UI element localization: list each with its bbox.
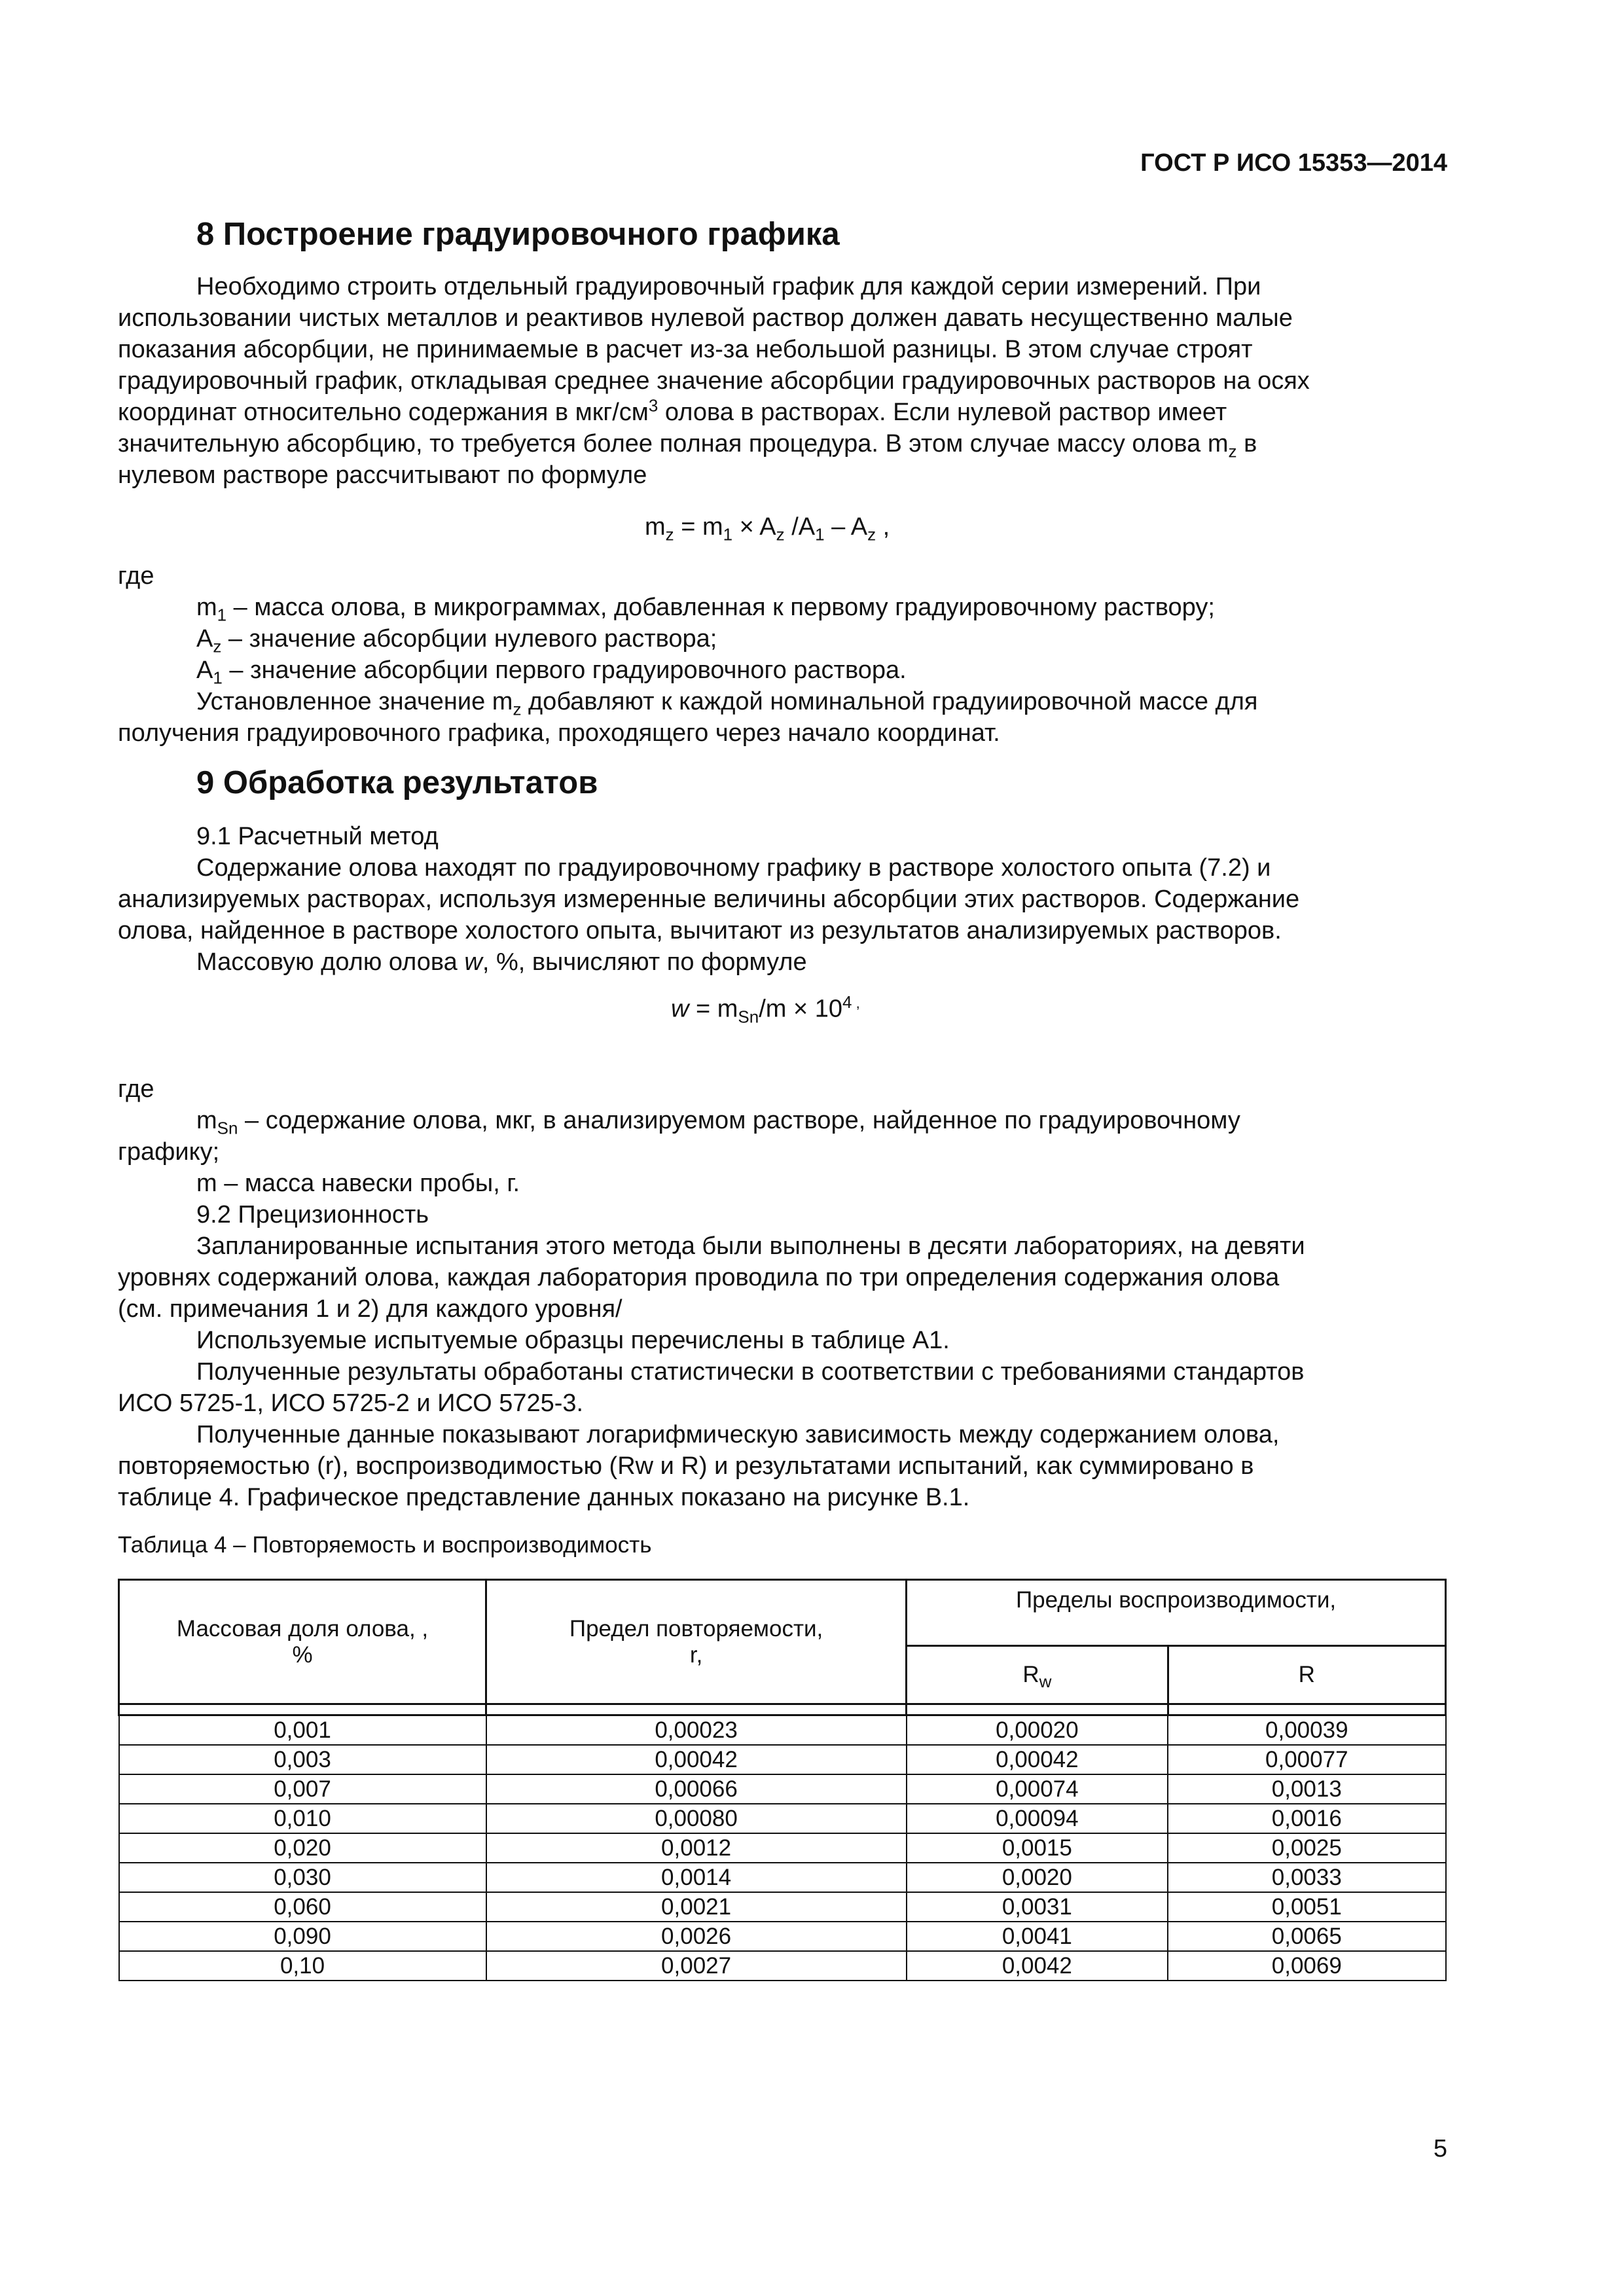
definition-m: m – масса навески пробы, г. bbox=[196, 1170, 520, 1197]
text-line: Необходимо строить отдельный градуировочный график для каждой серии измерений. При bbox=[196, 273, 1261, 300]
column-header-rw: $R_w$ bbox=[907, 1646, 1168, 1704]
text-line: показания абсорбции, не принимаемые в расчет из-за небольшой разницы. В этом случае строят bbox=[118, 336, 1253, 363]
column-header-reproducibility: Пределы воспроизводимости, bbox=[907, 1580, 1446, 1646]
section-9-paragraphs bbox=[118, 821, 1466, 978]
definition-m1: $m_1$ – масса олова, в микрограммах, добавленная к первому градуировочному раствору; bbox=[196, 594, 1215, 625]
table-row: 0,007 0,00066 0,00074 0,0013 bbox=[119, 1774, 1446, 1804]
text-line: координат относительно содержания в мкг/$см^3$ олова в растворах. Если нулевой раствор имеет bbox=[118, 395, 1227, 426]
definition-msn: $m_{Sn}$ – содержание олова, мкг, в анализируемом растворе, найденное по градуировочному bbox=[196, 1107, 1240, 1138]
table-caption: Таблица 4 – Повторяемость и воспроизводимость bbox=[118, 1532, 652, 1558]
text-line: Запланированные испытания этого метода были выполнены в десяти лабораториях, на девяти bbox=[196, 1232, 1305, 1260]
column-header-r: R bbox=[1168, 1646, 1445, 1704]
text-line: использовании чистых металлов и реактивов нулевой раствор должен давать несущественно малые bbox=[118, 304, 1293, 332]
table-row: 0,090 0,0026 0,0041 0,0065 bbox=[119, 1922, 1446, 1951]
text-line: таблице 4. Графическое представление данных показано на рисунке В.1. bbox=[118, 1484, 970, 1511]
table-row: 0,060 0,0021 0,0031 0,0051 bbox=[119, 1892, 1446, 1922]
table-row: 0,003 0,00042 0,00042 0,00077 bbox=[119, 1745, 1446, 1774]
section-8-title: 8 Построение градуировочного графика bbox=[196, 217, 840, 252]
text-line: Содержание олова находят по градуировочному графику в растворе холостого опыта (7.2) и bbox=[196, 854, 1271, 882]
table-row: 0,001 0,00023 0,00020 0,00039 bbox=[119, 1715, 1446, 1746]
table-4 bbox=[118, 1579, 1447, 1981]
definition-az: $A_z$ – значение абсорбции нулевого раствора; bbox=[196, 625, 717, 656]
text-line: анализируемых растворах, используя измеренные величины абсорбции этих растворов. Содержание bbox=[118, 886, 1300, 913]
text-line: Полученные результаты обработаны статистически в соответствии с требованиями стандартов bbox=[196, 1358, 1305, 1386]
text-line: Используемые испытуемые образцы перечислены в таблице А1. bbox=[196, 1327, 950, 1354]
text-line: уровнях содержаний олова, каждая лаборатория проводила по три определения содержания олова bbox=[118, 1264, 1280, 1291]
where-label: где bbox=[118, 562, 154, 590]
column-header-repeatability: Предел повторяемости, r, bbox=[486, 1580, 907, 1704]
subsection-9-2: 9.2 Прецизионность bbox=[196, 1201, 429, 1229]
text-line: Полученные данные показывают логарифмическую зависимость между содержанием олова, bbox=[196, 1421, 1280, 1448]
where-block-2 bbox=[118, 1073, 1466, 1513]
text-line: графику; bbox=[118, 1138, 220, 1166]
page-number: 5 bbox=[1433, 2135, 1447, 2162]
text-line: получения градуировочного графика, проходящего через начало координат. bbox=[118, 719, 1000, 747]
formula-w: $w = m_{Sn}/m \times 10^4$ , bbox=[671, 992, 860, 1027]
text-line: Массовую долю олова w, %, вычисляют по формуле bbox=[196, 948, 807, 976]
table-row: 0,10 0,0027 0,0042 0,0069 bbox=[119, 1951, 1446, 1981]
subsection-9-1: 9.1 Расчетный метод bbox=[196, 823, 439, 850]
table-row: 0,030 0,0014 0,0020 0,0033 bbox=[119, 1863, 1446, 1892]
section-8-paragraph-1 bbox=[118, 271, 1466, 491]
table-row: 0,020 0,0012 0,0015 0,0025 bbox=[119, 1833, 1446, 1863]
formula-mz: $m_z = m_1 \times A_z$ $/A_1 - A_z$ , bbox=[645, 513, 890, 545]
text-line: Установленное значение $m_z$ добавляют к каждой номинальной градуиировочной массе для bbox=[196, 688, 1258, 719]
text-line: градуировочный график, откладывая среднее значение абсорбции градуировочных растворов на осях bbox=[118, 367, 1310, 395]
where-label: где bbox=[118, 1075, 154, 1103]
section-9-title: 9 Обработка результатов bbox=[196, 765, 598, 800]
text-line: олова, найденное в растворе холостого опыта, вычитают из результатов анализируемых растворов. bbox=[118, 917, 1282, 944]
table-row: 0,010 0,00080 0,00094 0,0016 bbox=[119, 1804, 1446, 1833]
text-line: повторяемостью (r), воспроизводимостью (Rw и R) и результатами испытаний, как суммировано в bbox=[118, 1452, 1254, 1480]
text-line: значительную абсорбцию, то требуется более полная процедура. В этом случае массу олова $m_z$ в bbox=[118, 430, 1257, 461]
document-header: ГОСТ Р ИСО 15353—2014 bbox=[1140, 149, 1447, 177]
where-block-1 bbox=[118, 560, 1466, 749]
text-line: (см. примечания 1 и 2) для каждого уровня/ bbox=[118, 1295, 623, 1323]
text-line: нулевом растворе рассчитывают по формуле bbox=[118, 461, 647, 489]
column-header-mass-fraction: Массовая доля олова, , % bbox=[119, 1580, 486, 1704]
definition-a1: $A_1$ – значение абсорбции первого градуировочного раствора. bbox=[196, 656, 907, 688]
text-line: ИСО 5725-1, ИСО 5725-2 и ИСО 5725-3. bbox=[118, 1390, 584, 1417]
